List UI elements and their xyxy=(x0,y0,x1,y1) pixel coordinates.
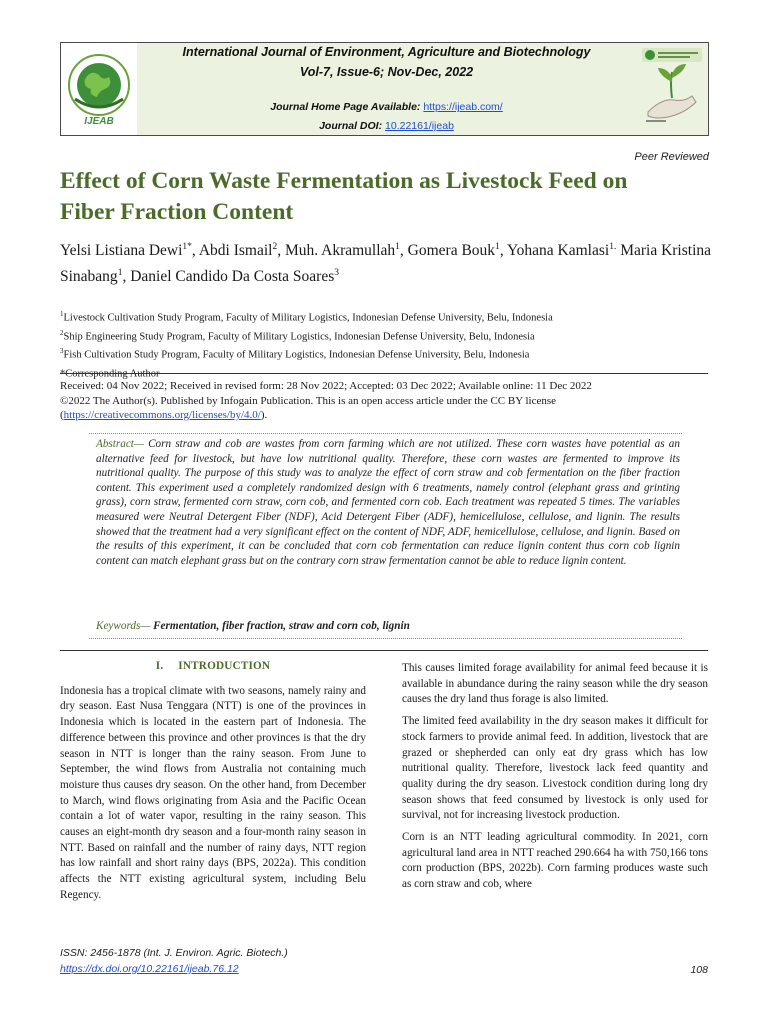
divider xyxy=(60,373,708,374)
peer-reviewed-label: Peer Reviewed xyxy=(634,151,709,163)
author-name: Daniel Candido Da Costa Soares xyxy=(130,268,335,286)
page-number: 108 xyxy=(690,964,708,976)
author-separator: , xyxy=(122,268,131,286)
author-name: Abdi Ismail xyxy=(198,242,273,260)
affiliation-text: Livestock Cultivation Study Program, Faculty of Military Logistics, Indonesian Defense University, Belu, Indonesia xyxy=(63,312,553,324)
paper-title xyxy=(60,166,720,228)
paragraph: Indonesia has a tropical climate with two seasons, namely rainy and dry season. East Nusa Tenggara (NTT) is one of the provinces in Indonesia which is located in the eastern part of Indonesia. The difference between this province and other provinces is that the dry season in NTT is longer than the rainy season. From June to September, the wind flows from Australia not containing much moisture thus causes dry season. On the other hand, from December to March, wind flows originating from Asia and the Pacific Ocean contain a lot of water vapor, resulting in the rainy season. This causes an eight-month dry season and a four-month rainy season in NTT. Based on rainfall and the number of rainy days, NTT region has low rainfall and short rainy days (BPS, 2022a). This condition affects the NTT existing agricultural system, including Belu Regency. xyxy=(60,684,366,901)
svg-text:IJEAB: IJEAB xyxy=(84,116,114,127)
home-page-link[interactable]: https://ijeab.com/ xyxy=(423,101,503,113)
author-affiliation-marker: 3 xyxy=(334,268,339,279)
journal-home: Journal Home Page Available: https://ijeab.com/ xyxy=(270,101,503,113)
affiliation-text: Ship Engineering Study Program, Faculty of Military Logistics, Indonesian Defense University, Belu, Indonesia xyxy=(63,331,535,342)
journal-cover xyxy=(636,43,708,135)
received-dates: Received: 04 Nov 2022; Received in revised form: 28 Nov 2022; Accepted: 03 Dec 2022; Available online: 11 Dec 2022 xyxy=(60,380,592,392)
hand-plant-icon xyxy=(640,46,704,132)
author-affiliation-marker: 1 xyxy=(117,268,123,279)
left-column xyxy=(60,659,366,910)
license-link-line: (https://creativecommons.org/licenses/by/4.0/). xyxy=(60,409,268,421)
article-history xyxy=(60,379,710,423)
affiliation-marker: 3 xyxy=(60,347,64,355)
right-column xyxy=(402,661,708,899)
author-affiliation-marker: 1 xyxy=(495,242,500,252)
author-list xyxy=(60,236,720,288)
author-name: Gomera Bouk xyxy=(407,242,496,260)
journal-name: International Journal of Environment, Agriculture and Biotechnology xyxy=(182,45,591,59)
author-name: Yelsi Listiana Dewi xyxy=(60,242,183,260)
journal-logo xyxy=(61,43,137,135)
title-line-1: Effect of Corn Waste Fermentation as Livestock Feed on xyxy=(60,168,628,194)
divider xyxy=(60,650,708,651)
author-name: Maria Kristina Sinabang xyxy=(60,242,712,286)
author-name: Muh. Akramullah xyxy=(284,242,396,260)
license-link[interactable]: https://creativecommons.org/licenses/by/4.0/ xyxy=(63,409,261,421)
journal-header xyxy=(60,42,709,136)
affiliation-marker: 1 xyxy=(60,310,64,318)
journal-info xyxy=(137,43,636,135)
author-affiliation-marker: 1* xyxy=(182,242,192,252)
keywords xyxy=(96,620,680,632)
section-heading: I. INTRODUCTION xyxy=(155,660,271,672)
affiliation xyxy=(60,307,720,326)
affiliation xyxy=(60,326,720,345)
affiliation-text: Fish Cultivation Study Program, Faculty of Military Logistics, Indonesian Defense University, Belu, Indonesia xyxy=(63,349,530,361)
abstract xyxy=(96,437,680,568)
globe-logo-icon xyxy=(65,49,133,129)
author-affiliation-marker: 1. xyxy=(609,242,617,252)
license-statement: ©2022 The Author(s). Published by Infogain Publication. This is an open access article under the CC BY license xyxy=(60,394,557,407)
journal-doi-link[interactable]: 10.22161/ijeab xyxy=(385,120,454,132)
author-separator: , xyxy=(191,242,199,260)
author-affiliation-marker: 2 xyxy=(272,242,278,252)
footer-issn: ISSN: 2456-1878 (Int. J. Environ. Agric. Biotech.) xyxy=(60,947,288,959)
footer-doi-link[interactable]: https://dx.doi.org/10.22161/ijeab.76.12 xyxy=(60,963,239,975)
paragraph: The limited feed availability in the dry season makes it difficult for stock farmers to provide animal feed. In addition, livestock that are grazed or shepherded can only eat dry grass which has low nutritional quality. Therefore, livestock lack feed quantity and quality during the dry season. Livestock condition during long dry season shows that feed consumed by livestock is only used for survival, not for increasing livestock production. xyxy=(402,715,708,822)
affiliation xyxy=(60,344,720,363)
abstract-label: Abstract— xyxy=(96,438,144,450)
affiliation-marker: 2 xyxy=(60,328,64,337)
author-separator: , xyxy=(277,242,285,260)
author-name: Yohana Kamlasi xyxy=(507,242,610,260)
affiliation-list xyxy=(60,307,720,381)
paragraph: Corn is an NTT leading agricultural commodity. In 2021, corn agricultural land area in NTT reached 290.664 ha with 750,166 tons corn production (BPS, 2022b). Corn farming produces waste such as corn straw and cob, where xyxy=(402,831,708,891)
author-separator: , xyxy=(399,242,408,260)
journal-volume: Vol-7, Issue-6; Nov-Dec, 2022 xyxy=(299,65,474,79)
abstract-body: Corn straw and cob are wastes from corn farming which are not utilized. These corn wastes have potential as an alternative feed for livestock, but have low nutritional quality. Therefore, these corn wastes are fermented to improve its nutritional quality. The purpose of this study was to analyze the effect of corn straw and cob fermentation on the fiber fraction content. This experiment used a completely randomized design with 6 treatments, namely control (elephant grass and grinting grass), corn straw, fermented corn straw, corn cob, and fermented corn cob. Each treatment was repeated 5 times. The variables measured were Neutral Detergent Fiber (NDF), Acid Detergent Fiber (ADF), hemicellulose, cellulose, and lignin. The results showed that the treatment had a very significant effect on the content of NDF, ADF, hemicellulose, cellulose, and lignin. Based on the results of this experiment, it can be concluded that corn cob fermentation can reduce lignin content thus corn cob lignin content can match elephant grass but on the contrary corn straw fermentation cannot be able to reduce lignin content. xyxy=(96,438,680,567)
title-line-2: Fiber Fraction Content xyxy=(60,199,294,225)
journal-doi: Journal DOI: 10.22161/ijeab xyxy=(319,120,454,132)
keywords-value: Fermentation, fiber fraction, straw and corn cob, lignin xyxy=(150,620,410,632)
keywords-label: Keywords— xyxy=(96,620,151,632)
paragraph: This causes limited forage availability for animal feed because it is available in abundance during the rainy season while the dry season causes the dry land thus forage is also limited. xyxy=(402,662,708,706)
author-separator: , xyxy=(499,242,507,260)
author-affiliation-marker: 1 xyxy=(395,242,400,252)
